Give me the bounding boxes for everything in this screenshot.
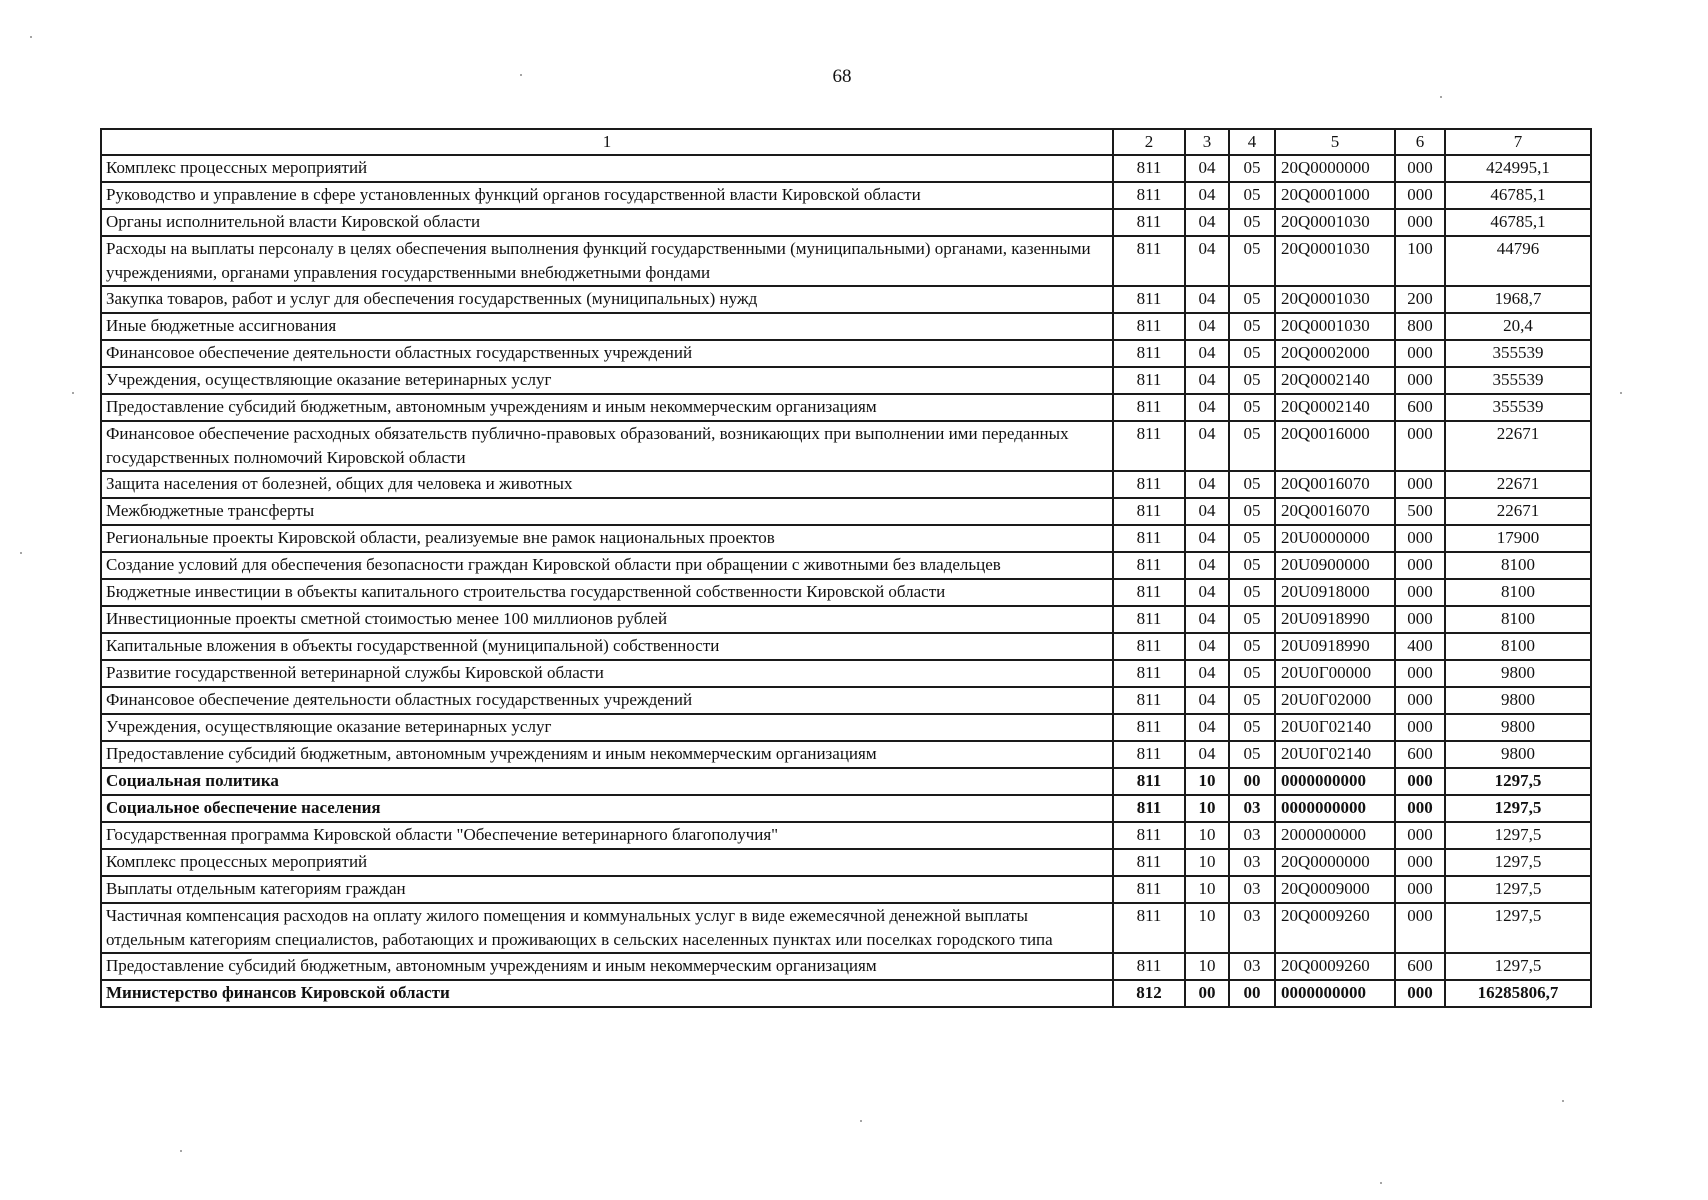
row-amount-cell: 1297,5 [1445,822,1591,849]
row-subsection-cell: 05 [1229,340,1275,367]
row-subsection-cell: 05 [1229,579,1275,606]
row-section-cell: 04 [1185,313,1229,340]
row-name-cell: Межбюджетные трансферты [101,498,1113,525]
row-name-cell: Органы исполнительной власти Кировской области [101,209,1113,236]
row-chapter-cell: 811 [1113,286,1185,313]
row-section-cell: 04 [1185,552,1229,579]
row-expense-type-cell: 000 [1395,552,1445,579]
row-target-article-cell: 20Q0016000 [1275,421,1395,471]
table-row [101,606,1591,633]
row-amount-cell: 1968,7 [1445,286,1591,313]
row-chapter-cell: 811 [1113,606,1185,633]
row-subsection-cell: 05 [1229,182,1275,209]
row-target-article-cell: 20Q0001030 [1275,313,1395,340]
table-row [101,768,1591,795]
scan-speck [180,1150,182,1152]
row-target-article-cell: 20Q0009000 [1275,876,1395,903]
row-chapter-cell: 811 [1113,579,1185,606]
table-row [101,822,1591,849]
row-target-article-cell: 20Q0001030 [1275,236,1395,286]
row-expense-type-cell: 000 [1395,660,1445,687]
table-row [101,421,1591,471]
scan-speck [1620,392,1622,394]
table-row [101,714,1591,741]
row-target-article-cell: 20Q0002000 [1275,340,1395,367]
row-target-article-cell: 20U0Г02140 [1275,741,1395,768]
row-target-article-cell: 20U0900000 [1275,552,1395,579]
row-chapter-cell: 811 [1113,660,1185,687]
row-chapter-cell: 811 [1113,633,1185,660]
table-row [101,471,1591,498]
row-name-cell: Капитальные вложения в объекты государственной (муниципальной) собственности [101,633,1113,660]
row-target-article-cell: 20Q0002140 [1275,394,1395,421]
row-chapter-cell: 811 [1113,903,1185,953]
row-target-article-cell: 20Q0009260 [1275,903,1395,953]
table-row [101,236,1591,286]
row-amount-cell: 9800 [1445,687,1591,714]
row-name-cell: Учреждения, осуществляющие оказание ветеринарных услуг [101,714,1113,741]
row-expense-type-cell: 000 [1395,471,1445,498]
row-target-article-cell: 20Q0009260 [1275,953,1395,980]
row-chapter-cell: 811 [1113,687,1185,714]
row-subsection-cell: 05 [1229,209,1275,236]
row-amount-cell: 1297,5 [1445,795,1591,822]
row-target-article-cell: 20Q0000000 [1275,849,1395,876]
row-chapter-cell: 811 [1113,552,1185,579]
row-chapter-cell: 811 [1113,953,1185,980]
budget-table [100,128,1592,1008]
row-section-cell: 10 [1185,953,1229,980]
row-subsection-cell: 03 [1229,953,1275,980]
row-section-cell: 04 [1185,394,1229,421]
row-amount-cell: 9800 [1445,741,1591,768]
row-chapter-cell: 811 [1113,822,1185,849]
row-chapter-cell: 811 [1113,236,1185,286]
row-expense-type-cell: 600 [1395,953,1445,980]
row-target-article-cell: 20Q0001030 [1275,286,1395,313]
row-amount-cell: 1297,5 [1445,953,1591,980]
table-row [101,286,1591,313]
row-name-cell: Социальное обеспечение населения [101,795,1113,822]
table-row [101,849,1591,876]
row-chapter-cell: 811 [1113,421,1185,471]
row-chapter-cell: 811 [1113,714,1185,741]
row-amount-cell: 44796 [1445,236,1591,286]
row-expense-type-cell: 600 [1395,394,1445,421]
row-amount-cell: 22671 [1445,421,1591,471]
row-expense-type-cell: 100 [1395,236,1445,286]
row-expense-type-cell: 000 [1395,155,1445,182]
column-header-1: 1 [101,129,1113,155]
column-header-4: 4 [1229,129,1275,155]
table-row [101,903,1591,953]
row-amount-cell: 8100 [1445,606,1591,633]
row-expense-type-cell: 000 [1395,822,1445,849]
row-expense-type-cell: 000 [1395,367,1445,394]
scan-speck [1440,96,1442,98]
table-row [101,579,1591,606]
row-section-cell: 10 [1185,849,1229,876]
row-section-cell: 10 [1185,768,1229,795]
row-target-article-cell: 20Q0001000 [1275,182,1395,209]
page-number: 68 [832,66,852,87]
row-amount-cell: 1297,5 [1445,903,1591,953]
row-name-cell: Закупка товаров, работ и услуг для обеспечения государственных (муниципальных) нужд [101,286,1113,313]
row-name-cell: Предоставление субсидий бюджетным, автономным учреждениям и иным некоммерческим организациям [101,394,1113,421]
row-expense-type-cell: 200 [1395,286,1445,313]
row-chapter-cell: 811 [1113,394,1185,421]
row-subsection-cell: 00 [1229,768,1275,795]
row-subsection-cell: 05 [1229,236,1275,286]
row-name-cell: Социальная политика [101,768,1113,795]
row-target-article-cell: 20U0000000 [1275,525,1395,552]
row-amount-cell: 20,4 [1445,313,1591,340]
table-row [101,552,1591,579]
row-section-cell: 04 [1185,471,1229,498]
row-expense-type-cell: 000 [1395,768,1445,795]
row-amount-cell: 8100 [1445,552,1591,579]
scan-speck [520,74,522,76]
row-subsection-cell: 05 [1229,606,1275,633]
table-row [101,795,1591,822]
table-body [101,155,1591,1007]
row-section-cell: 10 [1185,795,1229,822]
row-name-cell: Финансовое обеспечение деятельности областных государственных учреждений [101,340,1113,367]
table-row [101,155,1591,182]
row-section-cell: 04 [1185,687,1229,714]
row-expense-type-cell: 500 [1395,498,1445,525]
row-name-cell: Предоставление субсидий бюджетным, автономным учреждениям и иным некоммерческим организациям [101,741,1113,768]
row-expense-type-cell: 000 [1395,579,1445,606]
row-expense-type-cell: 800 [1395,313,1445,340]
row-expense-type-cell: 000 [1395,340,1445,367]
table-row [101,741,1591,768]
column-header-2: 2 [1113,129,1185,155]
row-expense-type-cell: 000 [1395,903,1445,953]
row-amount-cell: 22671 [1445,471,1591,498]
table-row [101,313,1591,340]
row-target-article-cell: 20U0918990 [1275,633,1395,660]
row-chapter-cell: 811 [1113,876,1185,903]
row-subsection-cell: 05 [1229,498,1275,525]
scan-speck [72,392,74,394]
column-header-7: 7 [1445,129,1591,155]
row-target-article-cell: 20Q0001030 [1275,209,1395,236]
row-target-article-cell: 20Q0016070 [1275,471,1395,498]
row-subsection-cell: 05 [1229,313,1275,340]
row-amount-cell: 17900 [1445,525,1591,552]
row-amount-cell: 1297,5 [1445,876,1591,903]
table-header [101,129,1591,155]
table-row [101,980,1591,1007]
table-row [101,394,1591,421]
row-expense-type-cell: 000 [1395,209,1445,236]
row-expense-type-cell: 400 [1395,633,1445,660]
row-chapter-cell: 811 [1113,795,1185,822]
row-name-cell: Комплекс процессных мероприятий [101,155,1113,182]
row-target-article-cell: 0000000000 [1275,768,1395,795]
row-section-cell: 04 [1185,236,1229,286]
table-row [101,182,1591,209]
row-expense-type-cell: 000 [1395,421,1445,471]
row-chapter-cell: 811 [1113,525,1185,552]
row-section-cell: 04 [1185,714,1229,741]
row-amount-cell: 9800 [1445,714,1591,741]
scan-speck [1380,1182,1382,1184]
row-section-cell: 04 [1185,340,1229,367]
table-row [101,498,1591,525]
row-section-cell: 04 [1185,633,1229,660]
row-chapter-cell: 811 [1113,209,1185,236]
column-header-6: 6 [1395,129,1445,155]
row-section-cell: 04 [1185,579,1229,606]
row-subsection-cell: 05 [1229,741,1275,768]
row-target-article-cell: 20U0918990 [1275,606,1395,633]
row-section-cell: 04 [1185,367,1229,394]
row-name-cell: Инвестиционные проекты сметной стоимостью менее 100 миллионов рублей [101,606,1113,633]
row-target-article-cell: 20U0Г00000 [1275,660,1395,687]
row-subsection-cell: 03 [1229,849,1275,876]
row-amount-cell: 46785,1 [1445,182,1591,209]
row-amount-cell: 355539 [1445,340,1591,367]
row-amount-cell: 8100 [1445,633,1591,660]
table-row [101,953,1591,980]
row-name-cell: Региональные проекты Кировской области, реализуемые вне рамок национальных проектов [101,525,1113,552]
row-chapter-cell: 811 [1113,768,1185,795]
table-row [101,876,1591,903]
header-row [101,129,1591,155]
row-amount-cell: 8100 [1445,579,1591,606]
row-subsection-cell: 05 [1229,660,1275,687]
row-chapter-cell: 812 [1113,980,1185,1007]
row-name-cell: Финансовое обеспечение деятельности областных государственных учреждений [101,687,1113,714]
row-name-cell: Учреждения, осуществляющие оказание ветеринарных услуг [101,367,1113,394]
row-target-article-cell: 20U0Г02000 [1275,687,1395,714]
row-amount-cell: 22671 [1445,498,1591,525]
row-name-cell: Создание условий для обеспечения безопасности граждан Кировской области при обращении с животными без владельцев [101,552,1113,579]
row-target-article-cell: 20Q0002140 [1275,367,1395,394]
row-subsection-cell: 03 [1229,876,1275,903]
row-amount-cell: 16285806,7 [1445,980,1591,1007]
row-section-cell: 04 [1185,498,1229,525]
row-chapter-cell: 811 [1113,340,1185,367]
row-expense-type-cell: 000 [1395,687,1445,714]
row-amount-cell: 355539 [1445,367,1591,394]
row-section-cell: 04 [1185,741,1229,768]
row-target-article-cell: 20Q0016070 [1275,498,1395,525]
row-chapter-cell: 811 [1113,471,1185,498]
row-expense-type-cell: 000 [1395,714,1445,741]
row-name-cell: Выплаты отдельным категориям граждан [101,876,1113,903]
row-section-cell: 04 [1185,155,1229,182]
table-row [101,340,1591,367]
row-name-cell: Развитие государственной ветеринарной службы Кировской области [101,660,1113,687]
row-section-cell: 10 [1185,876,1229,903]
row-section-cell: 04 [1185,209,1229,236]
row-amount-cell: 46785,1 [1445,209,1591,236]
row-expense-type-cell: 000 [1395,795,1445,822]
row-amount-cell: 355539 [1445,394,1591,421]
row-subsection-cell: 05 [1229,155,1275,182]
row-name-cell: Министерство финансов Кировской области [101,980,1113,1007]
row-section-cell: 04 [1185,606,1229,633]
table-row [101,687,1591,714]
row-amount-cell: 424995,1 [1445,155,1591,182]
row-target-article-cell: 0000000000 [1275,795,1395,822]
row-section-cell: 04 [1185,286,1229,313]
row-subsection-cell: 03 [1229,903,1275,953]
row-chapter-cell: 811 [1113,313,1185,340]
row-section-cell: 00 [1185,980,1229,1007]
row-subsection-cell: 05 [1229,367,1275,394]
row-chapter-cell: 811 [1113,155,1185,182]
row-chapter-cell: 811 [1113,498,1185,525]
scan-speck [30,36,32,38]
row-subsection-cell: 05 [1229,286,1275,313]
row-subsection-cell: 03 [1229,822,1275,849]
row-expense-type-cell: 000 [1395,849,1445,876]
row-subsection-cell: 05 [1229,394,1275,421]
row-subsection-cell: 05 [1229,471,1275,498]
row-name-cell: Частичная компенсация расходов на оплату жилого помещения и коммунальных услуг в виде ежемесячной денежной выплаты отдельным категориям специалистов, работающих и проживающих в сельских населенных пунктах или поселках городского типа [101,903,1113,953]
row-name-cell: Иные бюджетные ассигнования [101,313,1113,340]
row-name-cell: Финансовое обеспечение расходных обязательств публично-правовых образований, возникающих при выполнении ими переданных государственных полномочий Кировской области [101,421,1113,471]
row-expense-type-cell: 000 [1395,525,1445,552]
scan-speck [1562,1100,1564,1102]
row-expense-type-cell: 000 [1395,606,1445,633]
row-chapter-cell: 811 [1113,182,1185,209]
row-section-cell: 04 [1185,525,1229,552]
row-name-cell: Бюджетные инвестиции в объекты капитального строительства государственной собственности Кировской области [101,579,1113,606]
column-header-3: 3 [1185,129,1229,155]
row-target-article-cell: 0000000000 [1275,980,1395,1007]
row-subsection-cell: 05 [1229,687,1275,714]
row-expense-type-cell: 000 [1395,182,1445,209]
row-subsection-cell: 05 [1229,421,1275,471]
row-subsection-cell: 05 [1229,525,1275,552]
scan-speck [20,552,22,554]
row-section-cell: 04 [1185,421,1229,471]
row-subsection-cell: 05 [1229,633,1275,660]
row-section-cell: 04 [1185,182,1229,209]
row-target-article-cell: 2000000000 [1275,822,1395,849]
row-subsection-cell: 00 [1229,980,1275,1007]
row-chapter-cell: 811 [1113,849,1185,876]
row-target-article-cell: 20U0Г02140 [1275,714,1395,741]
row-target-article-cell: 20U0918000 [1275,579,1395,606]
row-amount-cell: 1297,5 [1445,768,1591,795]
row-name-cell: Защита населения от болезней, общих для человека и животных [101,471,1113,498]
row-name-cell: Предоставление субсидий бюджетным, автономным учреждениям и иным некоммерческим организациям [101,953,1113,980]
row-chapter-cell: 811 [1113,367,1185,394]
table-row [101,633,1591,660]
row-section-cell: 04 [1185,660,1229,687]
row-name-cell: Комплекс процессных мероприятий [101,849,1113,876]
row-chapter-cell: 811 [1113,741,1185,768]
row-name-cell: Государственная программа Кировской области "Обеспечение ветеринарного благополучия" [101,822,1113,849]
row-target-article-cell: 20Q0000000 [1275,155,1395,182]
column-header-5: 5 [1275,129,1395,155]
row-section-cell: 10 [1185,903,1229,953]
row-subsection-cell: 03 [1229,795,1275,822]
row-amount-cell: 1297,5 [1445,849,1591,876]
row-amount-cell: 9800 [1445,660,1591,687]
row-subsection-cell: 05 [1229,552,1275,579]
row-name-cell: Руководство и управление в сфере установленных функций органов государственной власти Кировской области [101,182,1113,209]
table-row [101,209,1591,236]
row-name-cell: Расходы на выплаты персоналу в целях обеспечения выполнения функций государственными (муниципальными) органами, казенными учреждениями, органами управления государственными внебюджетными фондами [101,236,1113,286]
table-row [101,367,1591,394]
row-expense-type-cell: 000 [1395,980,1445,1007]
scan-speck [860,1120,862,1122]
row-expense-type-cell: 600 [1395,741,1445,768]
row-expense-type-cell: 000 [1395,876,1445,903]
table-row [101,660,1591,687]
row-section-cell: 10 [1185,822,1229,849]
table-row [101,525,1591,552]
row-subsection-cell: 05 [1229,714,1275,741]
